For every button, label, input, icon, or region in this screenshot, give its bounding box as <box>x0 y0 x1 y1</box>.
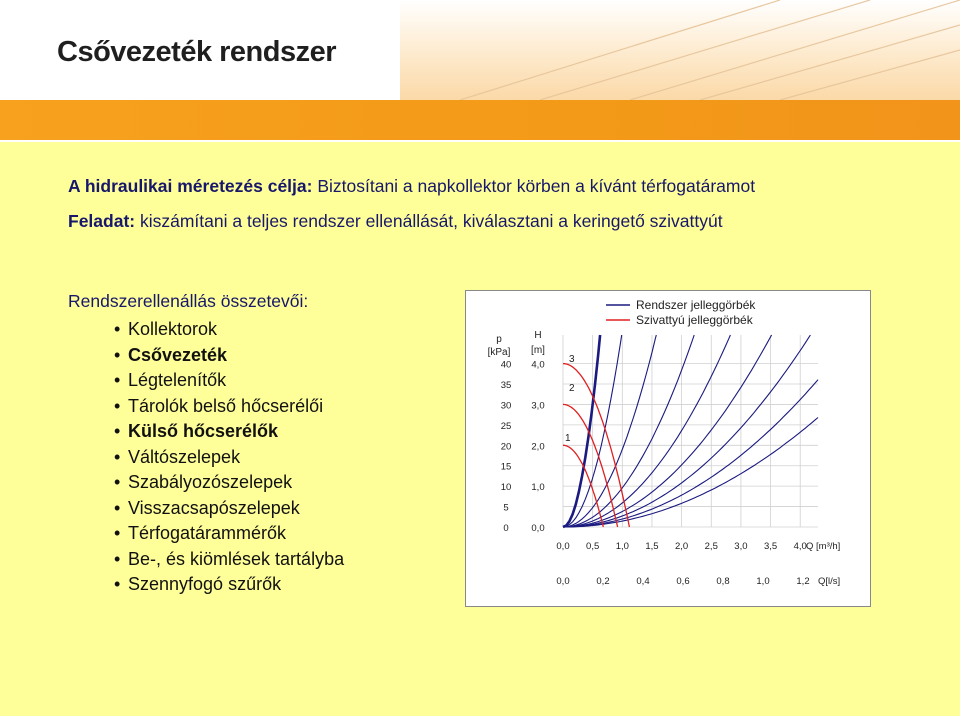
pump-curve-label: 1 <box>565 433 571 444</box>
component-label: Be-, és kiömlések tartályba <box>128 548 345 569</box>
bullet-icon: • <box>114 497 121 518</box>
p-axis-unit: [kPa] <box>487 347 511 358</box>
q-m3h-axis-label: Q [m³/h] <box>806 541 841 552</box>
component-label: Légtelenítők <box>128 370 227 390</box>
component-label: Térfogatárammérők <box>128 523 287 543</box>
component-item <box>114 368 344 394</box>
h-tick-label: 0,0 <box>531 523 545 534</box>
components-heading: Rendszerellenállás összetevői: <box>68 291 309 311</box>
bullet-icon: • <box>114 395 121 416</box>
q-ls-axis-label: Q[l/s] <box>818 576 841 587</box>
h-axis-unit: [m] <box>531 345 545 356</box>
company-band <box>0 100 960 140</box>
bullet-icon: • <box>114 523 121 543</box>
pump-curve-label: 2 <box>569 383 575 394</box>
slide-content <box>0 142 960 716</box>
bullet-icon: • <box>114 472 121 492</box>
task-text: kiszámítani a teljes rendszer ellenállását, kiválasztani a keringető szivattyút <box>135 211 723 231</box>
pump-chart <box>465 290 871 607</box>
task-line <box>68 211 723 232</box>
components-list <box>114 317 344 598</box>
page-title: Csővezeték rendszer <box>57 36 337 68</box>
component-item <box>114 496 344 522</box>
q-m3h-tick-label: 0,5 <box>586 541 600 552</box>
p-tick-label: 35 <box>500 380 512 392</box>
p-tick-label: 30 <box>500 400 512 412</box>
h-axis-label: H <box>534 330 542 341</box>
q-ls-tick-label: 1,2 <box>796 576 810 587</box>
component-label: Váltószelepek <box>128 446 241 467</box>
chart-svg <box>466 291 870 606</box>
component-item <box>114 317 344 343</box>
goal-label: A hidraulikai méretezés célja: <box>68 176 313 196</box>
component-label: Kollektorok <box>128 319 218 339</box>
p-axis-label: p <box>496 334 502 345</box>
bullet-icon: • <box>114 421 121 441</box>
p-tick-label: 20 <box>500 441 512 453</box>
legend-label-system: Rendszer jelleggörbék <box>636 298 756 312</box>
h-tick-label: 2,0 <box>531 441 545 453</box>
bullet-icon: • <box>114 548 121 569</box>
p-tick-label: 10 <box>500 482 512 494</box>
component-item <box>114 470 344 496</box>
component-label: Szabályozószelepek <box>128 472 293 492</box>
legend-label-pump: Szivattyú jelleggörbék <box>636 313 753 327</box>
goal-text: Biztosítani a napkollektor körben a kívánt térfogatáramot <box>312 176 756 196</box>
bullet-icon: • <box>114 574 121 594</box>
q-ls-tick-label: 0,4 <box>636 576 650 587</box>
bullet-icon: • <box>114 319 121 339</box>
q-ls-tick-label: 0,6 <box>676 576 690 587</box>
bullet-icon: • <box>114 370 121 390</box>
goal-line <box>68 176 755 197</box>
task-label: Feladat: <box>68 211 136 231</box>
q-m3h-tick-label: 4,0 <box>793 541 807 552</box>
p-tick-label: 5 <box>503 502 509 514</box>
component-item <box>114 343 344 369</box>
bullet-icon: • <box>114 446 121 467</box>
p-tick-label: 15 <box>500 461 512 473</box>
p-tick-label: 0 <box>503 523 509 534</box>
pump-curve-label: 3 <box>569 354 575 365</box>
component-item <box>114 572 344 598</box>
h-tick-label: 3,0 <box>531 400 545 412</box>
q-ls-tick-label: 0,0 <box>556 576 570 587</box>
h-tick-label: 4,0 <box>531 359 545 371</box>
header <box>0 0 960 140</box>
component-label: Csővezeték <box>128 344 228 365</box>
q-ls-tick-label: 1,0 <box>756 576 770 587</box>
q-m3h-tick-label: 3,0 <box>734 541 748 552</box>
q-m3h-tick-label: 1,0 <box>615 541 629 552</box>
component-item <box>114 547 344 573</box>
h-tick-label: 1,0 <box>531 482 545 494</box>
component-label: Szennyfogó szűrők <box>128 574 282 594</box>
q-ls-tick-label: 0,8 <box>716 576 730 587</box>
component-label: Külső hőcserélők <box>128 421 279 441</box>
q-m3h-tick-label: 1,5 <box>645 541 659 552</box>
component-label: Tárolók belső hőcserélői <box>128 395 324 416</box>
p-tick-label: 25 <box>500 420 512 432</box>
q-m3h-tick-label: 0,0 <box>556 541 570 552</box>
q-m3h-tick-label: 2,5 <box>704 541 718 552</box>
bullet-icon: • <box>114 344 121 365</box>
component-item <box>114 394 344 420</box>
q-ls-tick-label: 0,2 <box>596 576 610 587</box>
component-item <box>114 521 344 547</box>
roof-lines <box>400 0 960 100</box>
q-m3h-tick-label: 2,0 <box>674 541 689 552</box>
p-tick-label: 40 <box>500 359 512 371</box>
component-item <box>114 419 344 445</box>
component-item <box>114 445 344 471</box>
system-curve <box>563 380 818 527</box>
q-m3h-tick-label: 3,5 <box>763 541 778 552</box>
component-label: Visszacsapószelepek <box>128 497 300 518</box>
